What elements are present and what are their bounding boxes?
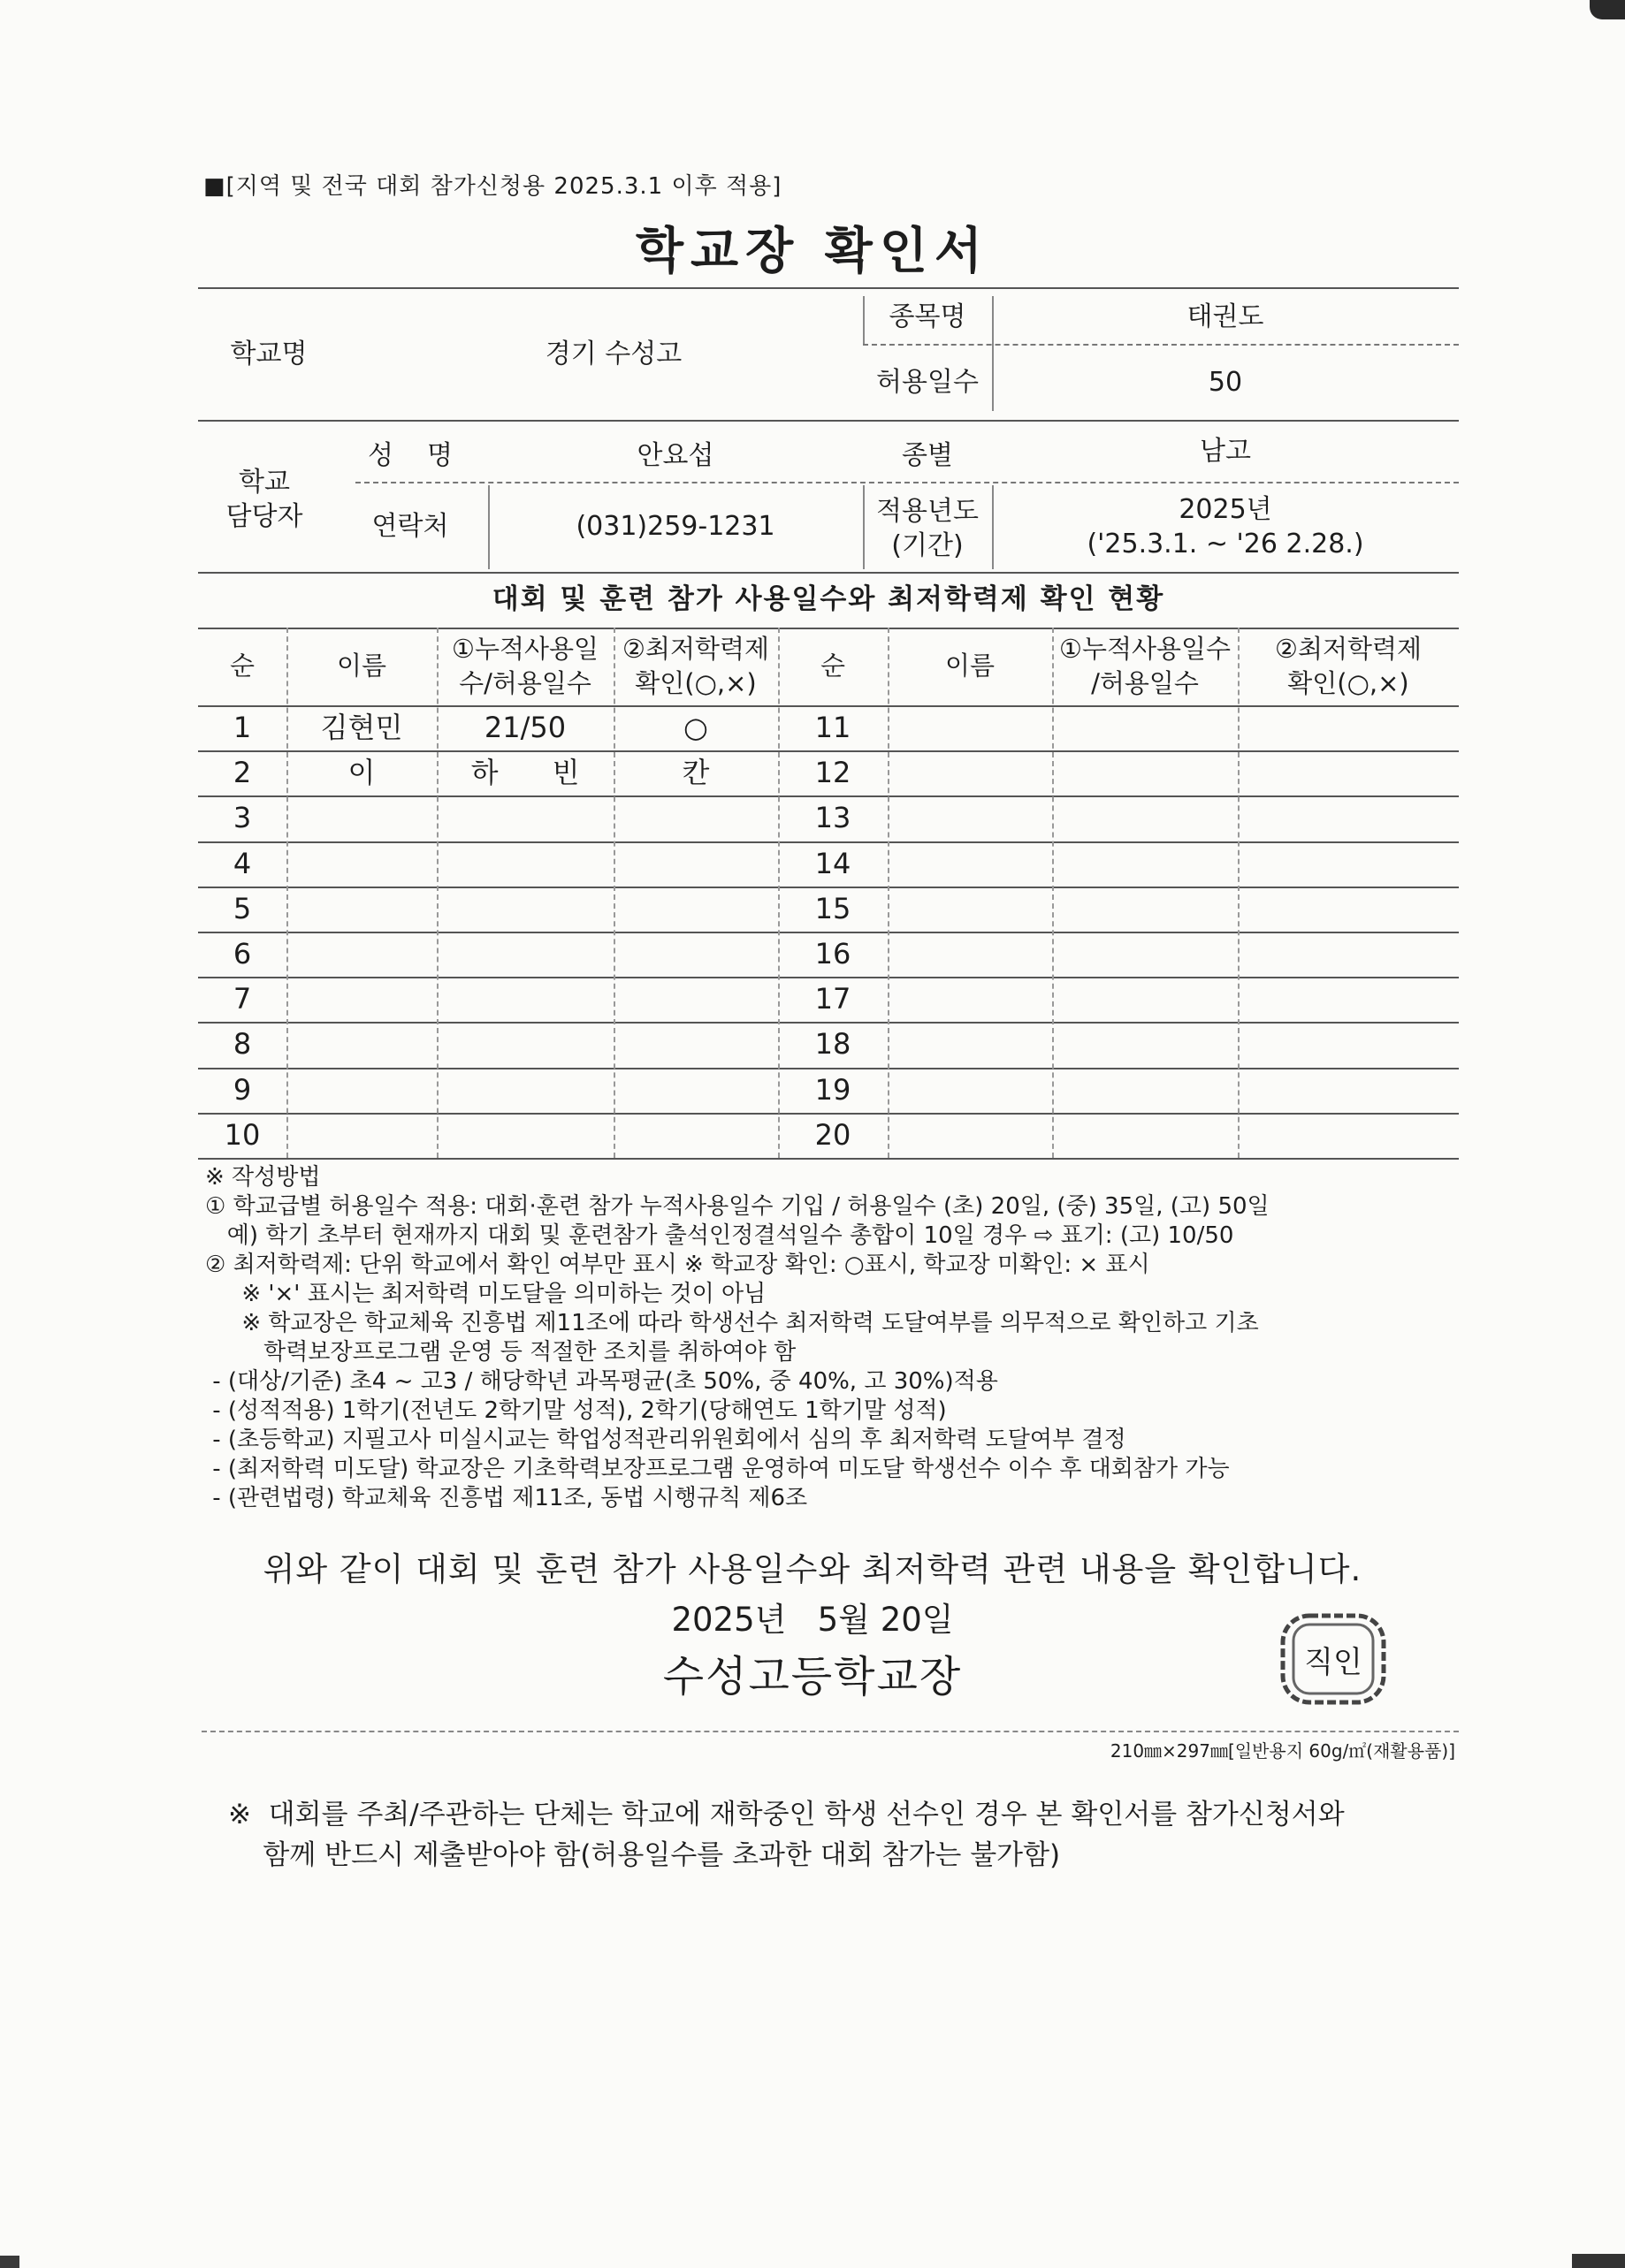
instruction-line: - (성적적용) 1학기(전년도 2학기말 성적), 2학기(당해연도 1학기말 성적) — [205, 1397, 947, 1424]
instruction-line: ※ 학교장은 학교체육 진흥법 제11조에 따라 학생선수 최저학력 도달여부를 의무적으로 확인하고 기초 — [205, 1310, 1259, 1336]
header-min-2: ②최저학력제 확인(○,×) — [1274, 633, 1423, 698]
table-cell-no: 4 — [233, 846, 252, 880]
gender-value: 남고 — [1200, 435, 1251, 467]
school-value: 경기 수성고 — [545, 338, 683, 369]
staff-label: 학교 담당자 — [225, 467, 303, 532]
table-cell-no2: 17 — [814, 982, 851, 1016]
info-block — [198, 287, 1459, 575]
table-column-rule — [888, 628, 889, 1158]
name-value: 안요섭 — [637, 439, 714, 471]
divider — [202, 1731, 1459, 1732]
header-name-2: 이름 — [944, 651, 996, 681]
name-label: 성 명 — [367, 439, 454, 471]
year-value: 2025년 ('25.3.1. ~ '26 2.28.) — [1087, 494, 1364, 559]
instruction-line: - (대상/기준) 초4 ~ 고3 / 해당학년 과목평균(초 50%, 중 40%, 고 30%)적용 — [205, 1368, 998, 1395]
section-title: 대회 및 훈련 참가 사용일수와 최저학력제 확인 현황 — [492, 583, 1165, 615]
table-cell-no: 8 — [233, 1027, 252, 1062]
scan-edge-bottom-left — [0, 2256, 19, 2268]
gender-label: 종별 — [902, 439, 953, 471]
instruction-line: 학력보장프로그램 운영 등 적절한 조치를 취하여야 함 — [205, 1339, 797, 1366]
instruction-line: 예) 학기 초부터 현재까지 대회 및 훈련참가 출석인정결석일수 총합이 10일 경우 ⇨ 표기: (고) 10/50 — [205, 1222, 1234, 1249]
official-seal — [1276, 1610, 1391, 1708]
table-cell-no: 7 — [233, 982, 252, 1016]
writing-instructions — [205, 1163, 1461, 1513]
sport-label: 종목명 — [889, 301, 966, 332]
table-cell-no2: 19 — [814, 1072, 851, 1107]
year-label: 적용년도 (기간) — [876, 496, 979, 561]
document-title: 학교장 확인서 — [635, 223, 990, 280]
footer-note-line: ※ 대회를 주최/주관하는 단체는 학교에 재학중인 학생 선수인 경우 본 확인서를 참가신청서와 — [228, 1799, 1345, 1830]
table-cell-no: 1 — [233, 711, 252, 744]
contact-value: (031)259-1231 — [576, 510, 775, 542]
confirmation-statement: 위와 같이 대회 및 훈련 참가 사용일수와 최저학력 관련 내용을 확인합니다. — [263, 1550, 1362, 1588]
table-cell-no2: 18 — [814, 1027, 851, 1062]
table-cell-no: 6 — [233, 937, 252, 970]
table-cell-no: 9 — [233, 1072, 252, 1107]
table-cell-min: ○ — [683, 711, 708, 744]
seal-text: 직인 — [1304, 1644, 1362, 1680]
table-rule — [198, 628, 1459, 629]
table-cell-no2: 11 — [814, 711, 851, 744]
instruction-line: - (최저학력 미도달) 학교장은 기초학력보장프로그램 운영하여 미도달 학생선수 이수 후 대회참가 가능 — [205, 1456, 1230, 1482]
footer-note — [228, 1794, 1484, 1876]
table-cell-days: 하 빈 — [470, 756, 580, 790]
header-no-2: 순 — [820, 651, 845, 681]
header-days: ①누적사용일 수/허용일수 — [451, 633, 599, 698]
table-column-rule — [1052, 628, 1054, 1158]
table-rule — [198, 1158, 1459, 1160]
table-cell-no: 2 — [233, 756, 252, 790]
table-cell-name: 이 — [347, 756, 376, 790]
table-cell-name: 김현민 — [320, 711, 403, 744]
sign-date: 2025년 5월 20일 — [671, 1601, 954, 1639]
scan-edge-top-right — [1590, 0, 1625, 19]
allowed-days-value: 50 — [1208, 366, 1243, 398]
table-column-rule — [1238, 628, 1240, 1158]
table-cell-min: 칸 — [682, 756, 710, 790]
header-note: ■[지역 및 전국 대회 참가신청용 2025.3.1 이후 적용] — [203, 173, 782, 200]
table-cell-no2: 15 — [814, 891, 851, 925]
instruction-line: ※ 작성방법 — [205, 1164, 321, 1191]
header-no: 순 — [229, 651, 255, 681]
instruction-line: - (초등학교) 지필고사 미실시교는 학업성적관리위원회에서 심의 후 최저학력 도달여부 결정 — [205, 1427, 1126, 1453]
signer-name: 수성고등학교장 — [662, 1652, 963, 1701]
sport-value: 태권도 — [1186, 301, 1264, 332]
table-cell-no: 10 — [224, 1117, 261, 1152]
instruction-line: - (관련법령) 학교체육 진흥법 제11조, 동법 시행규칙 제6조 — [205, 1485, 808, 1511]
table-cell-days: 21/50 — [484, 711, 567, 744]
footer-note-line: 함께 반드시 제출받아야 함(허용일수를 초과한 대회 참가는 불가함) — [228, 1839, 1061, 1871]
header-days-2: ①누적사용일수 /허용일수 — [1058, 633, 1232, 698]
instruction-line: ① 학교급별 허용일수 적용: 대회·훈련 참가 누적사용일수 기입 / 허용일수 (초) 20일, (중) 35일, (고) 50일 — [205, 1193, 1270, 1220]
table-cell-no2: 20 — [814, 1117, 851, 1152]
paper-spec: 210㎜×297㎜[일반용지 60g/㎡(재활용품)] — [1110, 1740, 1455, 1762]
school-label: 학교명 — [230, 338, 308, 369]
table-cell-no2: 13 — [814, 801, 851, 835]
header-name: 이름 — [336, 651, 387, 681]
contact-label: 연락처 — [371, 510, 449, 542]
table-cell-no2: 12 — [814, 756, 851, 790]
table-cell-no2: 14 — [814, 846, 851, 880]
scan-edge-bottom-right — [1572, 2254, 1625, 2268]
allowed-days-label: 허용일수 — [876, 366, 979, 398]
table-cell-no: 3 — [233, 801, 252, 835]
confirmation-table — [198, 628, 1459, 1158]
header-min: ②최저학력제 확인(○,×) — [622, 633, 770, 698]
instruction-line: ※ '×' 표시는 최저학력 미도달을 의미하는 것이 아님 — [205, 1281, 767, 1307]
table-cell-no: 5 — [233, 891, 252, 925]
instruction-line: ② 최저학력제: 단위 학교에서 확인 여부만 표시 ※ 학교장 확인: ○표시, 학교장 미확인: × 표시 — [205, 1252, 1150, 1278]
table-cell-no2: 16 — [814, 937, 851, 970]
